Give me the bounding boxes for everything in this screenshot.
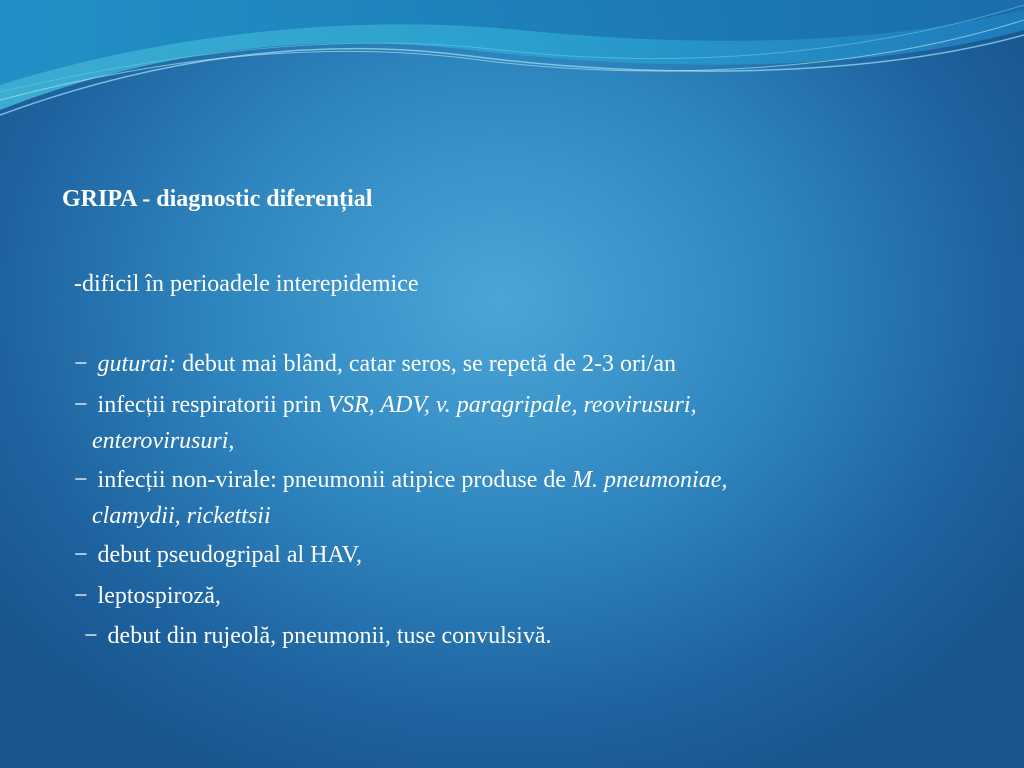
item-italic: M. pneumoniae,	[572, 467, 728, 493]
item-lead: guturai:	[97, 351, 177, 377]
item-text: leptospiroză,	[97, 583, 221, 609]
bullet-dash: −	[74, 583, 88, 609]
item-text: debut din rujeolă, pneumonii, tuse convulsivă.	[107, 623, 552, 649]
item-text: infecții respiratorii prin	[97, 392, 328, 418]
item-continuation: clamydii, rickettsii	[92, 503, 271, 529]
bullet-dash: −	[74, 467, 88, 493]
list-item	[74, 466, 727, 494]
list-item	[74, 391, 697, 419]
list-item	[74, 541, 362, 569]
intro-line: -dificil în perioadele interepidemice	[74, 271, 419, 297]
item-text: debut pseudogripal al HAV,	[97, 542, 362, 568]
bullet-dash: −	[74, 351, 88, 377]
bullet-dash: −	[84, 623, 98, 649]
item-text: debut mai blând, catar seros, se repetă de 2-3 ori/an	[176, 351, 677, 377]
bullet-dash: −	[74, 542, 88, 568]
item-italic: VSR, ADV, v. paragripale, reovirusuri,	[327, 392, 697, 418]
list-item	[84, 622, 551, 650]
list-item	[74, 350, 676, 378]
bullet-dash: −	[74, 392, 88, 418]
item-continuation: enterovirusuri,	[92, 428, 235, 454]
decorative-wave-header	[0, 0, 1024, 140]
item-text: infecții non-virale: pneumonii atipice produse de	[97, 467, 573, 493]
list-item	[74, 582, 221, 610]
slide-title: GRIPA - diagnostic diferențial	[62, 186, 373, 212]
